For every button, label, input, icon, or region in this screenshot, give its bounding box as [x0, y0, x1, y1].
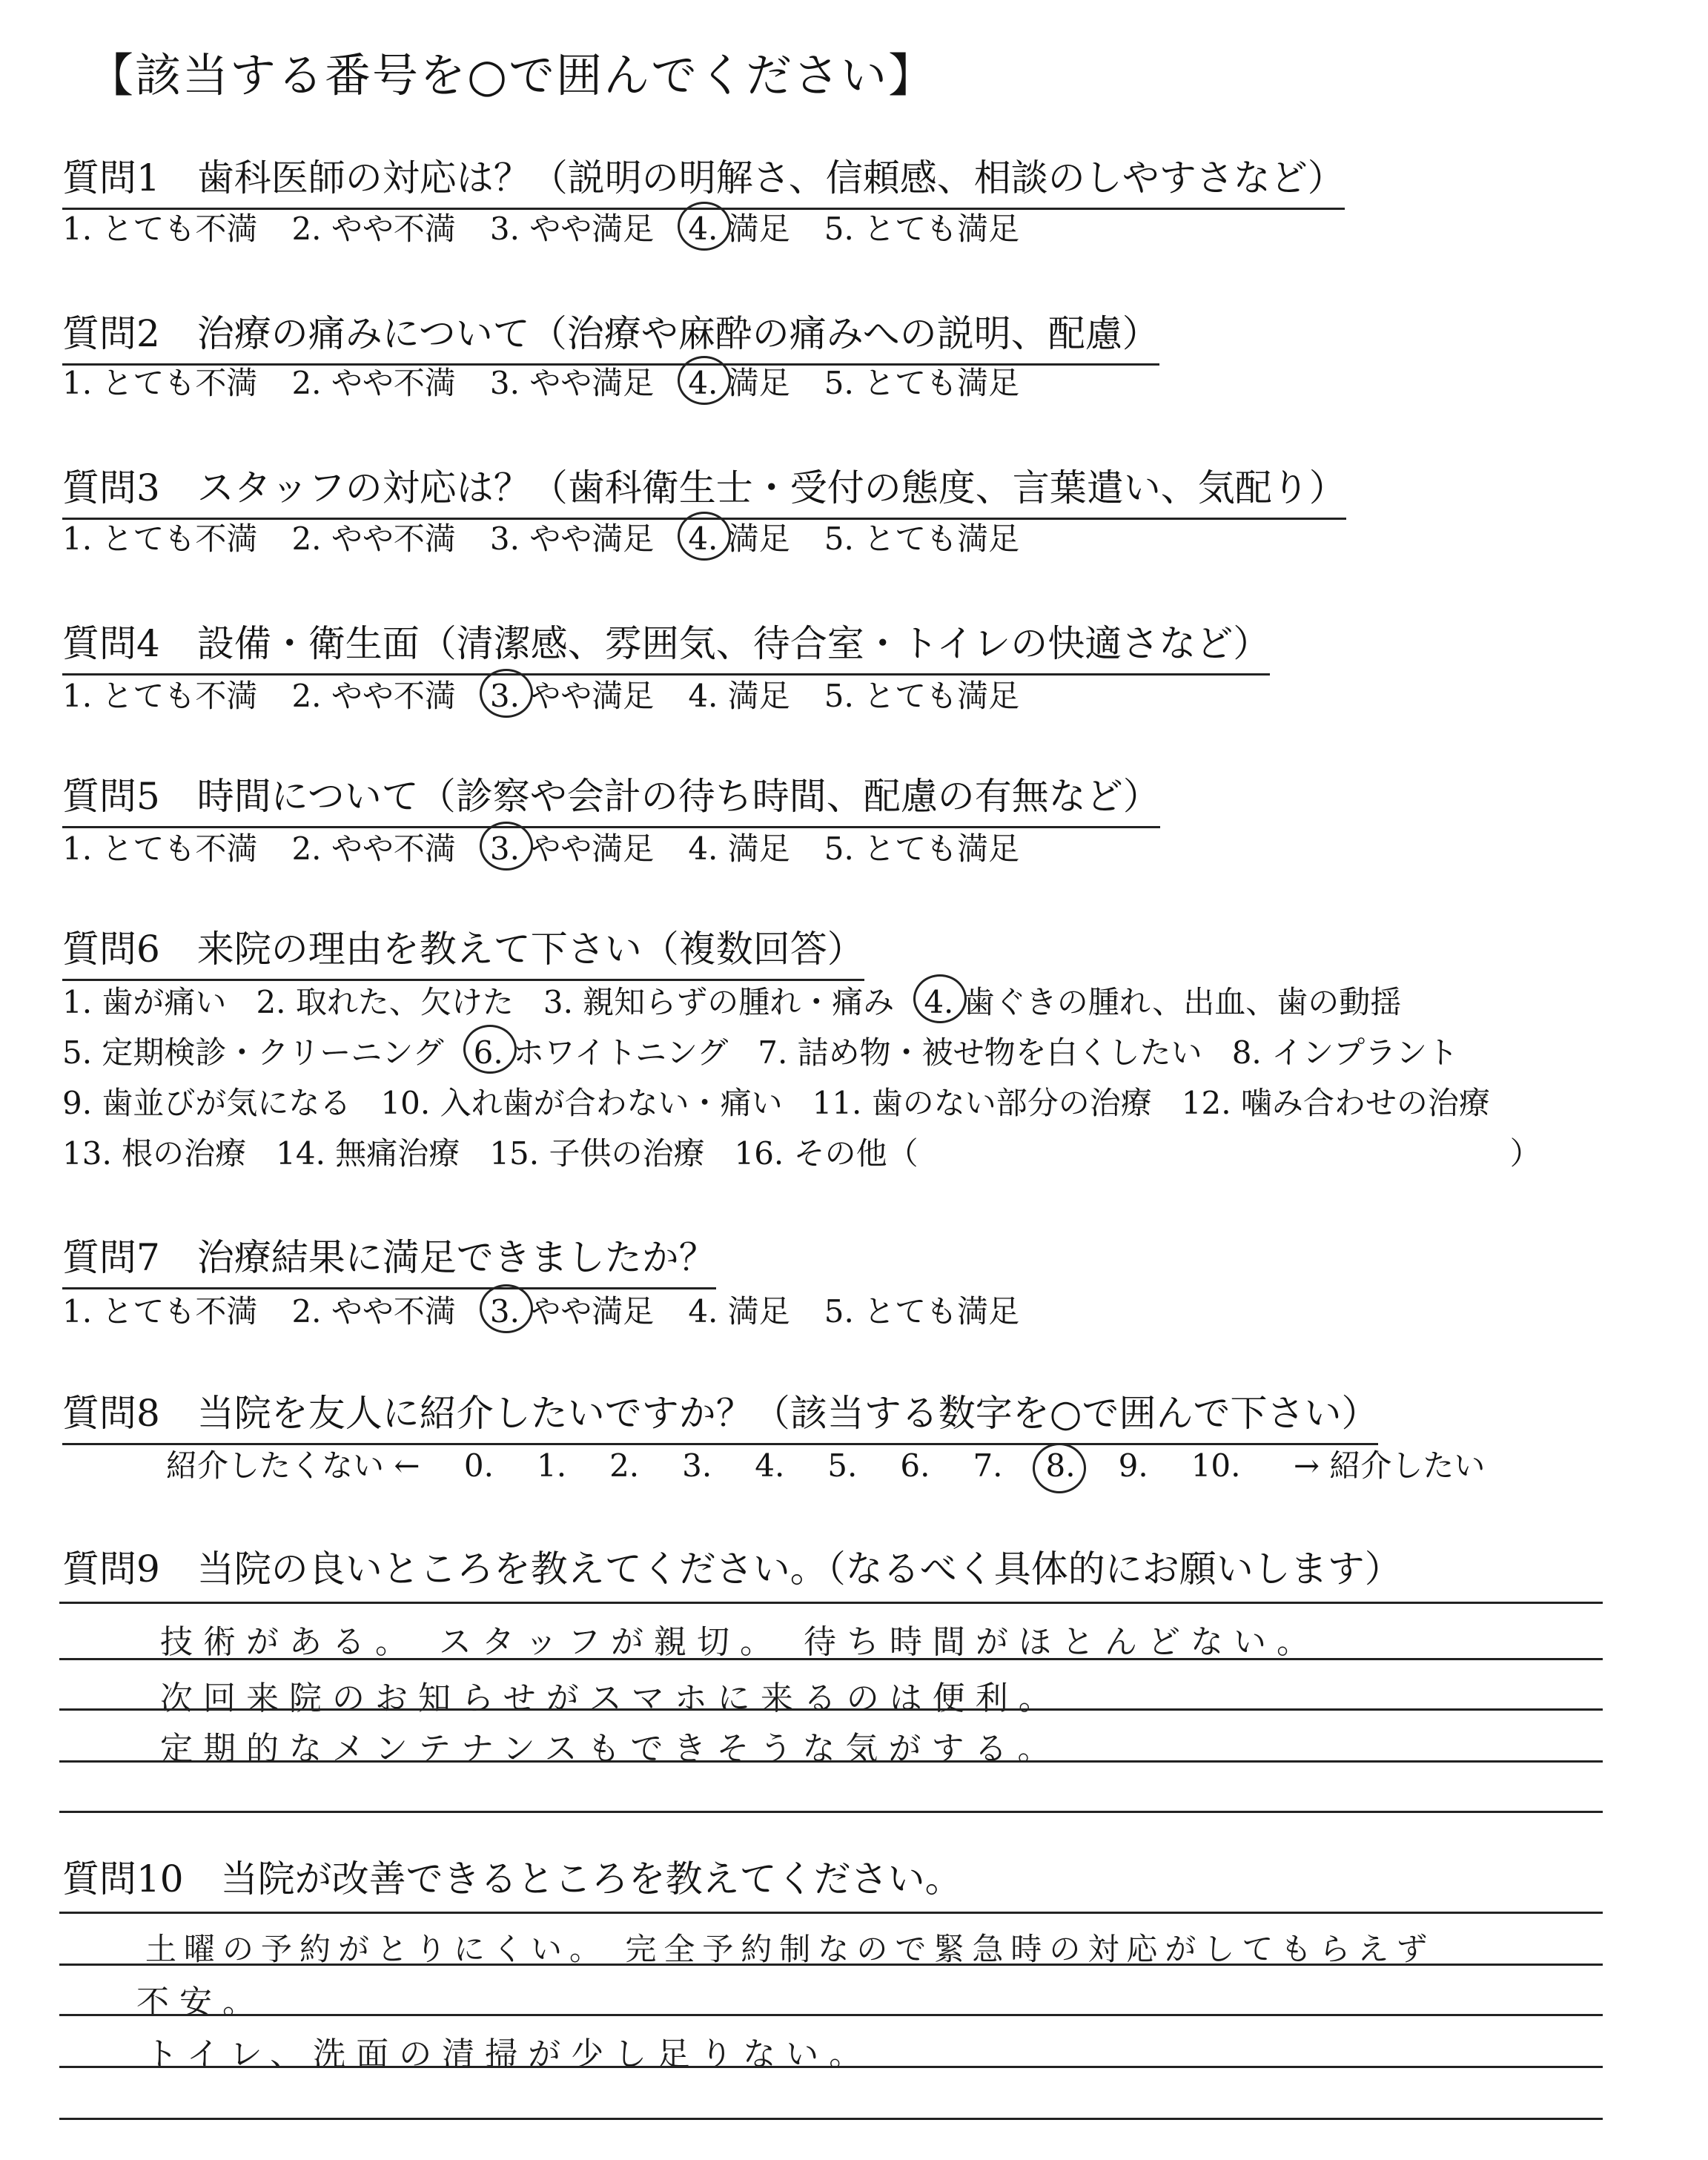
- reason-option-15[interactable]: 15. 子供の治療: [489, 1135, 705, 1172]
- option-5[interactable]: 5. とても満足: [824, 1293, 1020, 1330]
- option-3-selected[interactable]: 3. やや満足: [490, 825, 654, 869]
- answer-line: [59, 1602, 1603, 1604]
- question-5-heading: 質問5 時間について（診察や会計の待ち時間、配慮の有無など）: [62, 767, 1160, 828]
- option-4[interactable]: 4. 満足: [688, 1293, 790, 1330]
- reason-option-6-selected[interactable]: 6. ホワイトニング: [474, 1028, 729, 1078]
- answer-line: [59, 1964, 1603, 1966]
- reason-option-12[interactable]: 12. 噛み合わせの治療: [1181, 1085, 1490, 1121]
- option-3[interactable]: 3. やや満足: [489, 521, 655, 557]
- option-1[interactable]: 1. とても不満: [62, 830, 258, 867]
- option-2[interactable]: 2. やや不満: [291, 1293, 456, 1330]
- answer-line: [59, 1708, 1603, 1711]
- question-4-heading: 質問4 設備・衛生面（清潔感、雰囲気、待合室・トイレの快適さなど）: [62, 614, 1270, 676]
- reason-option-14[interactable]: 14. 無痛治療: [276, 1135, 460, 1172]
- scale-number-4[interactable]: 4.: [755, 1447, 785, 1484]
- question-6-options: [62, 977, 1571, 1179]
- scale-number-2[interactable]: 2.: [609, 1447, 640, 1484]
- q10-answer-2: 不安。: [136, 1984, 265, 2021]
- option-5[interactable]: 5. とても満足: [824, 521, 1020, 557]
- reason-option-13[interactable]: 13. 根の治療: [62, 1135, 247, 1172]
- answer-line: [59, 2118, 1603, 2120]
- question-5-options: [62, 825, 1053, 869]
- option-4[interactable]: 4. 満足: [688, 678, 790, 714]
- reason-option-10[interactable]: 10. 入れ歯が合わない・痛い: [380, 1085, 783, 1121]
- option-2[interactable]: 2. やや不満: [291, 830, 456, 867]
- reason-option-4-selected[interactable]: 4. 歯ぐきの腫れ、出血、歯の動揺: [924, 977, 1401, 1028]
- q6-row-3: [62, 1078, 1571, 1129]
- option-2[interactable]: 2. やや不満: [291, 211, 456, 247]
- answer-line: [59, 2014, 1603, 2016]
- scale-numbers: [464, 1447, 1284, 1484]
- answer-line: [59, 1760, 1603, 1763]
- scale-right-label: → 紹介したい: [1293, 1447, 1486, 1484]
- answer-line: [59, 1912, 1603, 1914]
- option-5[interactable]: 5. とても満足: [824, 678, 1020, 714]
- reason-option-3[interactable]: 3. 親知らずの腫れ・痛み: [543, 984, 895, 1020]
- page-title: 【該当する番号を○で囲んでください】: [87, 48, 936, 102]
- question-1-options: [62, 205, 1053, 249]
- question-8-scale: [166, 1441, 1485, 1486]
- question-8-heading: 質問8 当院を友人に紹介したいですか？（該当する数字を○で囲んで下さい）: [62, 1384, 1378, 1445]
- scale-number-7[interactable]: 7.: [973, 1447, 1003, 1484]
- q6-row-2: [62, 1028, 1571, 1078]
- question-3-heading: 質問3 スタッフの対応は？（歯科衛生士・受付の態度、言葉遣い、気配り）: [62, 458, 1346, 520]
- q9-answer-2: 次回来院のお知らせがスマホに来るのは便利。: [160, 1680, 1062, 1717]
- option-5[interactable]: 5. とても満足: [824, 830, 1020, 867]
- option-2[interactable]: 2. やや不満: [291, 521, 456, 557]
- answer-line: [59, 1658, 1603, 1660]
- scale-number-9[interactable]: 9.: [1118, 1447, 1148, 1484]
- scale-number-5[interactable]: 5.: [827, 1447, 858, 1484]
- option-3[interactable]: 3. やや満足: [489, 211, 655, 247]
- reason-option-1[interactable]: 1. 歯が痛い: [62, 984, 227, 1020]
- question-3-options: [62, 515, 1053, 559]
- option-1[interactable]: 1. とても不満: [62, 521, 258, 557]
- option-2[interactable]: 2. やや不満: [291, 365, 456, 401]
- scale-number-6[interactable]: 6.: [900, 1447, 930, 1484]
- option-2[interactable]: 2. やや不満: [291, 678, 456, 714]
- reason-option-2[interactable]: 2. 取れた、欠けた: [256, 984, 514, 1020]
- scale-number-10[interactable]: 10.: [1191, 1447, 1241, 1484]
- option-3-selected[interactable]: 3. やや満足: [490, 1287, 654, 1332]
- scale-number-1[interactable]: 1.: [536, 1447, 567, 1484]
- question-9-heading: 質問9 当院の良いところを教えてください。（なるべく具体的にお願いします）: [62, 1548, 1402, 1591]
- scale-number-0[interactable]: 0.: [463, 1447, 494, 1484]
- question-7-options: [62, 1287, 1053, 1332]
- reason-option-7[interactable]: 7. 詰め物・被せ物を白くしたい: [758, 1034, 1202, 1071]
- q9-answer-1: 技術がある。 スタッフが親切。 待ち時間がほとんどない。: [160, 1623, 1320, 1661]
- option-3-selected[interactable]: 3. やや満足: [490, 672, 654, 716]
- answer-line: [59, 1811, 1603, 1813]
- option-4-selected[interactable]: 4. 満足: [688, 515, 790, 559]
- q10-answer-3: トイレ、洗面の清掃が少し足りない。: [145, 2035, 873, 2073]
- q10-answer-1: 土曜の予約がとりにくい。 完全予約制なので緊急時の対応がしてもらえず: [145, 1931, 1435, 1967]
- reason-option-11[interactable]: 11. 歯のない部分の治療: [812, 1085, 1152, 1121]
- scale-number-8-selected[interactable]: 8.: [1045, 1447, 1076, 1484]
- reason-option-5[interactable]: 5. 定期検診・クリーニング: [62, 1034, 444, 1071]
- answer-line: [59, 2066, 1603, 2068]
- option-1[interactable]: 1. とても不満: [62, 1293, 258, 1330]
- q6-row-4: [62, 1129, 1571, 1179]
- option-1[interactable]: 1. とても不満: [62, 211, 258, 247]
- option-5[interactable]: 5. とても満足: [824, 365, 1020, 401]
- scale-number-3[interactable]: 3.: [682, 1447, 712, 1484]
- option-4-selected[interactable]: 4. 満足: [688, 359, 790, 403]
- option-1[interactable]: 1. とても不満: [62, 678, 258, 714]
- question-1-heading: 質問1 歯科医師の対応は？（説明の明解さ、信頼感、相談のしやすさなど）: [62, 148, 1345, 210]
- reason-option-16[interactable]: 16. その他（ ）: [734, 1135, 1541, 1172]
- question-2-options: [62, 359, 1053, 403]
- option-3[interactable]: 3. やや満足: [489, 365, 655, 401]
- question-2-heading: 質問2 治療の痛みについて（治療や麻酔の痛みへの説明、配慮）: [62, 304, 1159, 366]
- option-1[interactable]: 1. とても不満: [62, 365, 258, 401]
- option-5[interactable]: 5. とても満足: [824, 211, 1020, 247]
- scale-left-label: 紹介したくない ←: [166, 1447, 420, 1484]
- q9-answer-3: 定期的なメンテナンスもできそうな気がする。: [160, 1730, 1061, 1768]
- question-10-heading: 質問10 当院が改善できるところを教えてください。: [62, 1857, 962, 1900]
- option-4-selected[interactable]: 4. 満足: [688, 205, 790, 249]
- option-4[interactable]: 4. 満足: [688, 830, 790, 867]
- reason-option-8[interactable]: 8. インプラント: [1231, 1034, 1459, 1071]
- q6-row-1: [62, 977, 1571, 1028]
- question-4-options: [62, 672, 1053, 716]
- reason-option-9[interactable]: 9. 歯並びが気になる: [62, 1085, 351, 1121]
- question-6-heading: 質問6 来院の理由を教えて下さい（複数回答）: [62, 919, 864, 981]
- question-7-heading: 質問7 治療結果に満足できましたか？: [62, 1228, 716, 1289]
